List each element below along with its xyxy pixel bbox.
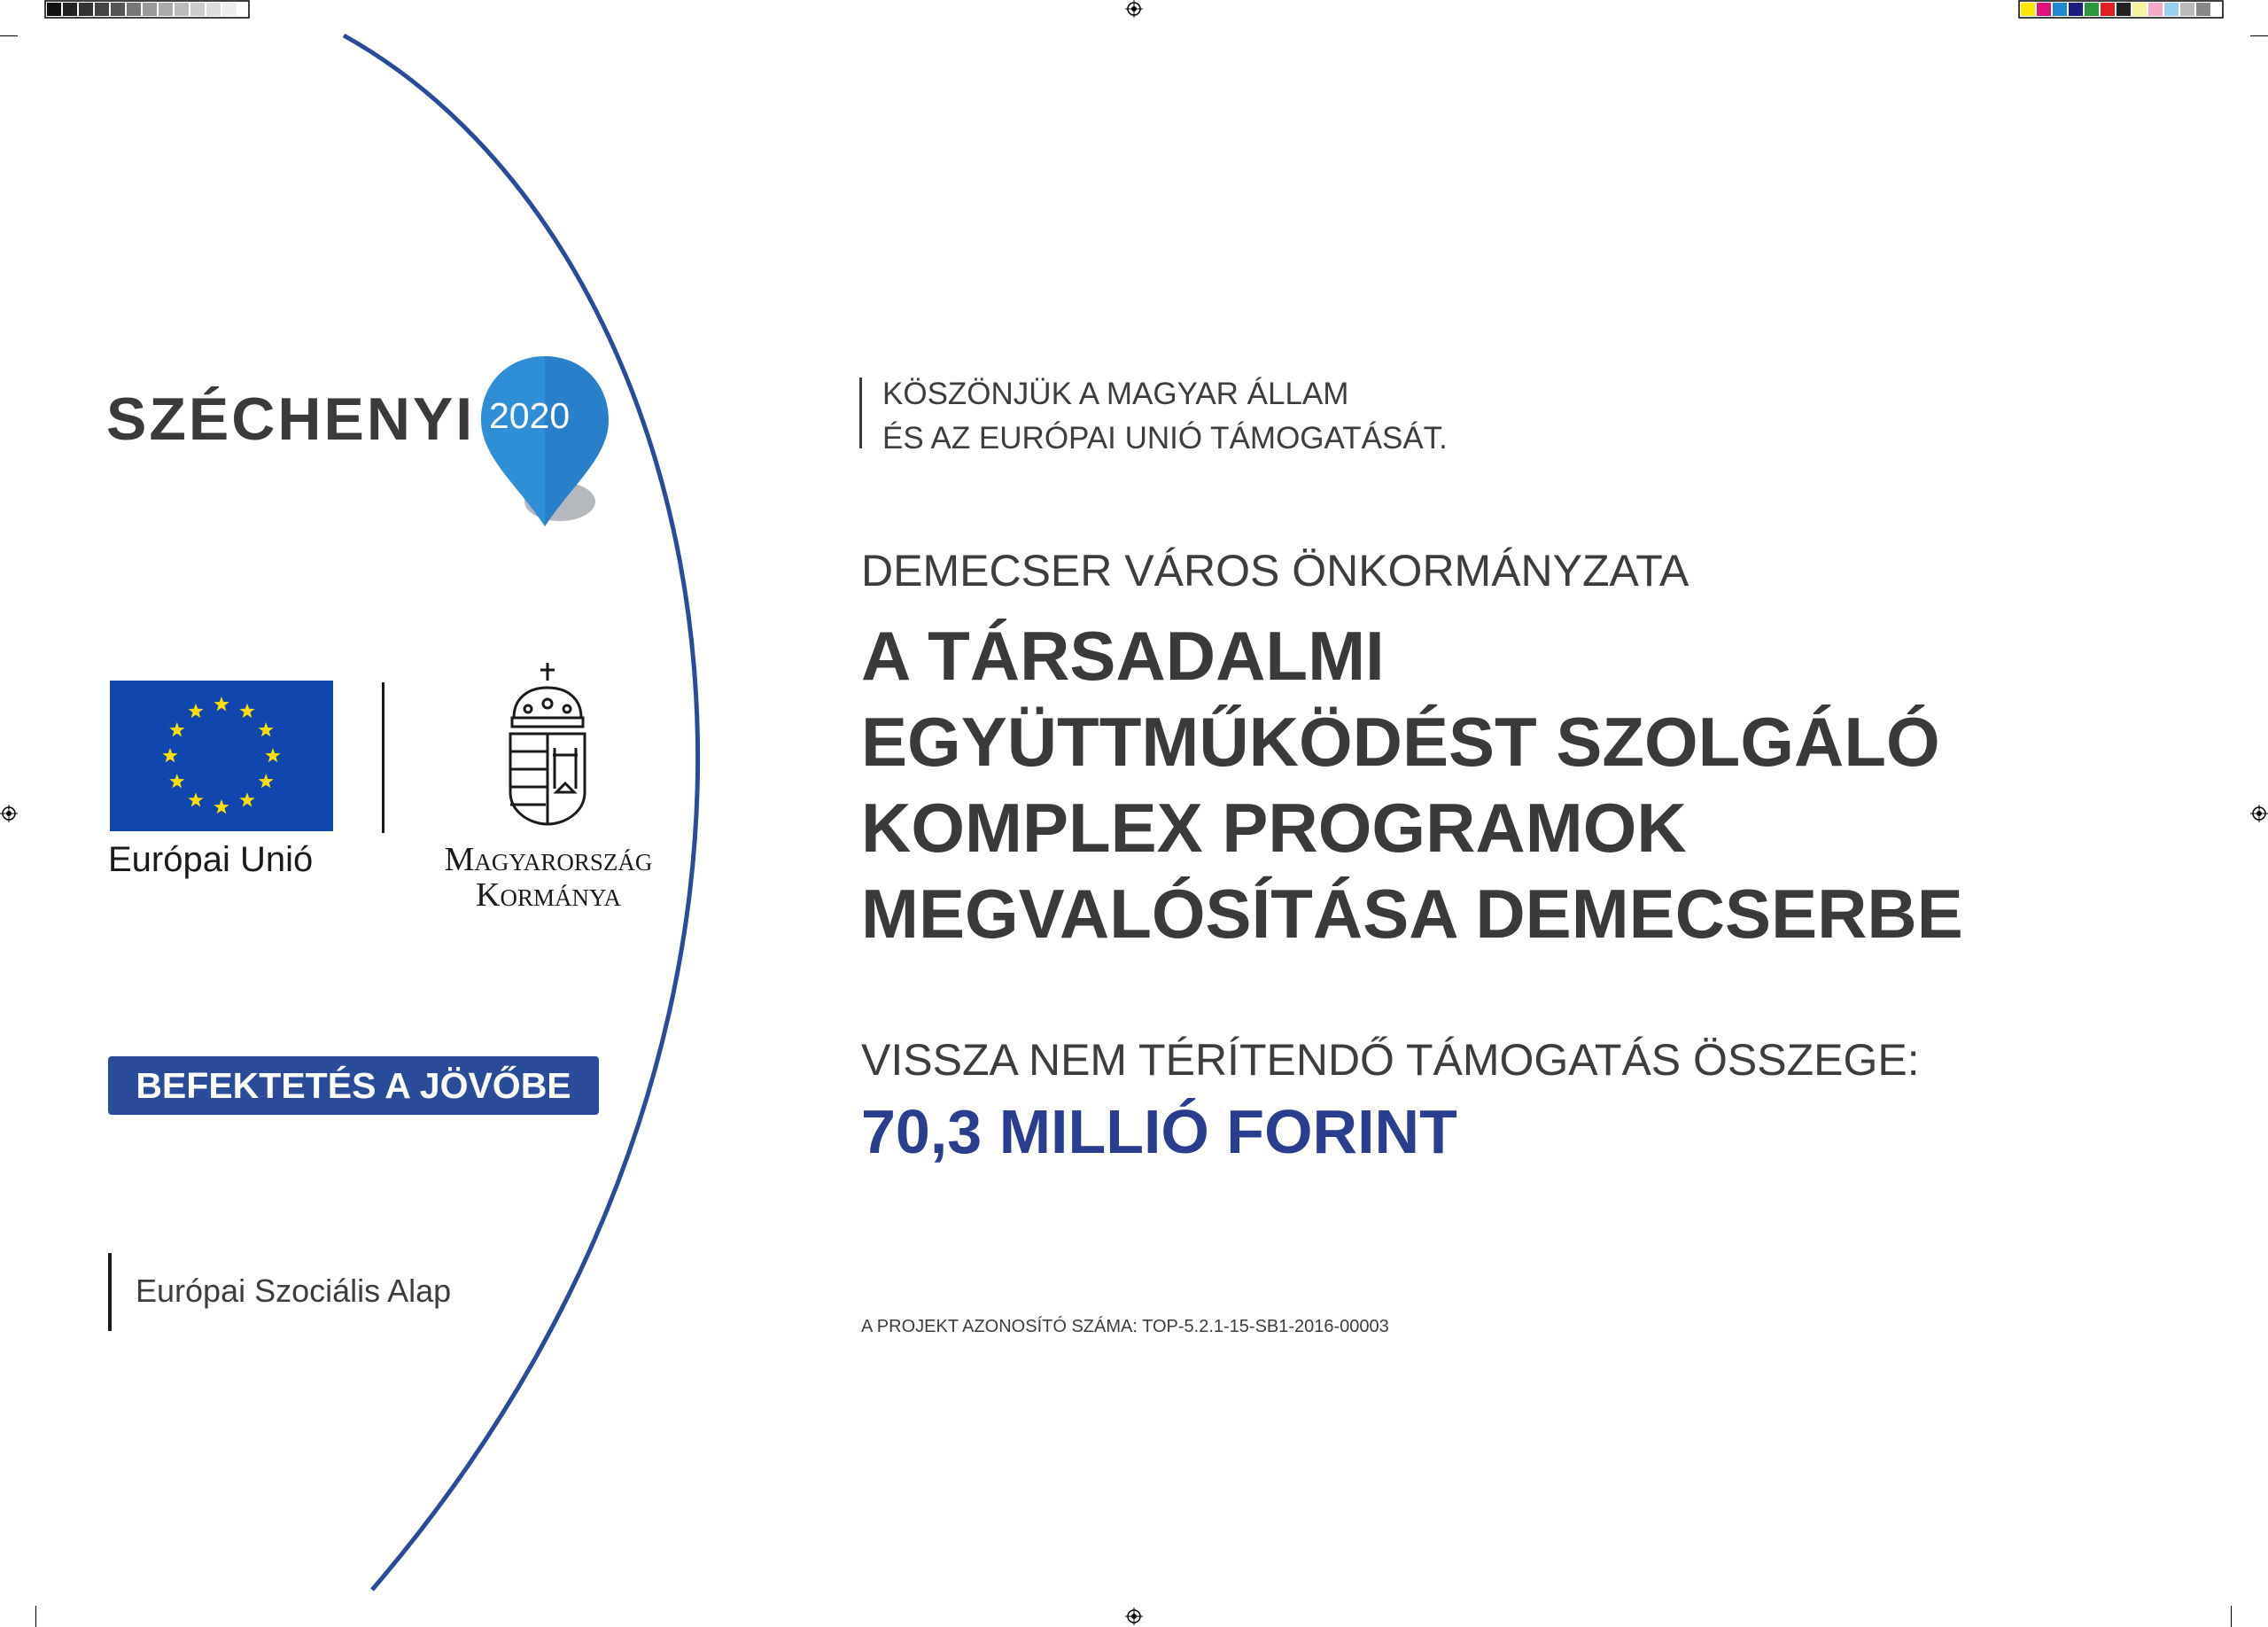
eu-label: Európai Unió (108, 840, 314, 879)
hungarian-coat-of-arms-icon (501, 659, 594, 828)
organization-name: DEMECSER VÁROS ÖNKORMÁNYZATA (861, 546, 1689, 596)
fund-label: Európai Szociális Alap (136, 1273, 452, 1309)
fund-divider (108, 1253, 112, 1331)
project-title (861, 613, 1963, 957)
thanks-text (882, 372, 1448, 461)
eu-flag-icon (110, 681, 333, 831)
grant-label: VISSZA NEM TÉRÍTENDŐ TÁMOGATÁS ÖSSZEGE: (861, 1035, 1920, 1085)
title-line-1: A TÁRSADALMI (861, 617, 1385, 695)
location-pin-icon (478, 353, 611, 530)
szechenyi-year: 2020 (489, 395, 571, 436)
grant-amount: 70,3 MILLIÓ FORINT (861, 1097, 1457, 1166)
government-label-line2: Kormánya (476, 876, 621, 914)
thanks-divider (859, 378, 862, 448)
government-label-line1: Magyarország (444, 841, 653, 878)
crop-mark (2231, 1606, 2232, 1627)
thanks-line-1: KÖSZÖNJÜK A MAGYAR ÁLLAM (882, 377, 1349, 411)
process-color-bar (2018, 0, 2224, 19)
crop-mark (2250, 35, 2268, 36)
project-id: A PROJEKT AZONOSÍTÓ SZÁMA: TOP-5.2.1-15-SB1-2016-00003 (861, 1317, 1389, 1336)
slogan-badge: BEFEKTETÉS A JÖVŐBE (108, 1056, 599, 1115)
registration-mark-icon (2249, 803, 2268, 824)
registration-mark-icon (1123, 0, 1145, 19)
title-line-2: EGYÜTTMŰKÖDÉST SZOLGÁLÓ (861, 703, 1940, 781)
szechenyi-wordmark: SZÉCHENYI (106, 385, 476, 453)
registration-mark-icon (1123, 1606, 1145, 1625)
title-line-3: KOMPLEX PROGRAMOK (861, 789, 1687, 867)
logo-divider (382, 682, 384, 833)
government-label (413, 842, 684, 913)
thanks-line-2: ÉS AZ EURÓPAI UNIÓ TÁMOGATÁSÁT. (882, 421, 1448, 455)
title-line-4: MEGVALÓSÍTÁSA DEMECSERBE (861, 875, 1963, 953)
